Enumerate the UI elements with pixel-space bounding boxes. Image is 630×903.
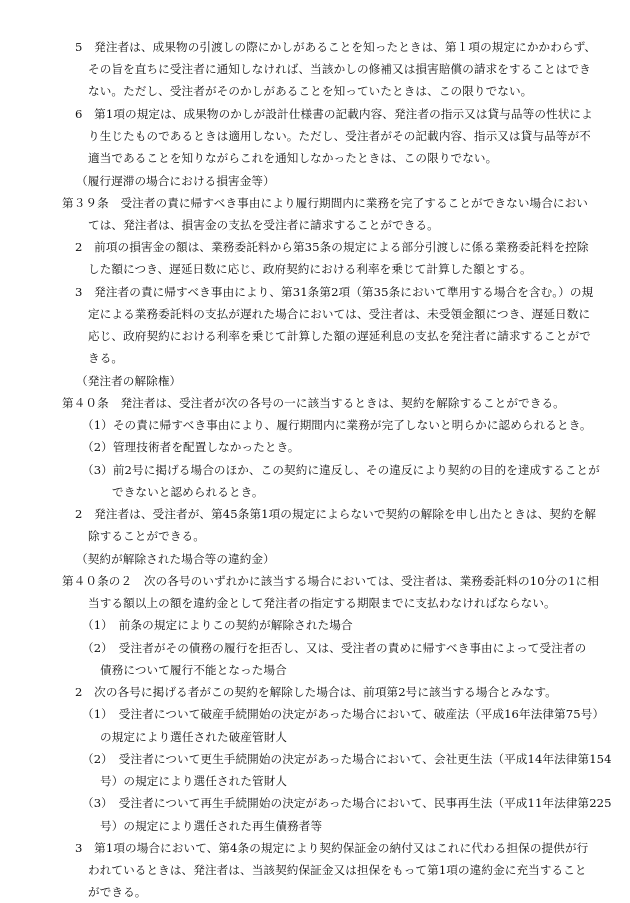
article-39-line-2: ては、発注者は、損害金の支払を受注者に請求することができる。 [88,218,439,232]
article-40-item-3-line-2: できないと認められるとき。 [112,485,264,499]
article-40-2-para-2-item-3-line-1: （3） 受注者について再生手続開始の決定があった場合において、民事再生法（平成11年法律第225 [82,796,612,810]
article-39-para-3-line-2: 定による業務委託料の支払が遅れた場合においては、受注者は、未受領金額につき、遅延日数に [88,307,591,321]
article-39-para-2-line-2: した額につき、遅延日数に応じ、政府契約における利率を乗じて計算した額とする。 [88,262,532,276]
article-40-2-para-2-item-3-line-2: 号）の規定により選任された再生債務者等 [100,819,323,833]
article-40-2-heading: （契約が解除された場合等の違約金） [76,552,275,566]
clause-5-line-2: その旨を直ちに受注者に通知しなければ、当該かしの修補又は損害賠償の請求をすることはでき [88,62,591,76]
clause-6-line-3: 適当であることを知りながらこれを通知しなかったときは、この限りでない。 [88,151,498,165]
clause-6-line-2: り生じたものであるときは適用しない。ただし、受注者がその記載内容、指示又は貸与品等が不 [88,129,591,143]
article-39-para-3-line-4: きる。 [88,351,124,365]
article-40-item-1: （1）その責に帰すべき事由により、履行期間内に業務が完了しないと明らかに認められるとき。 [82,418,592,432]
article-40-item-2: （2）管理技術者を配置しなかったとき。 [82,440,300,454]
clause-5-line-3: ない。ただし、受注者がそのかしがあることを知っていたときは、この限りでない。 [88,84,533,98]
article-40-2-para-2-item-1-line-2: の規定により選任された破産管財人 [100,730,288,744]
article-40-heading: （発注者の解除権） [76,374,182,388]
clause-6-line-1: 6 第1項の規定は、成果物のかしが設計仕様書の記載内容、発注者の指示又は貸与品等の性状によ [75,107,593,121]
article-40-2-para-3-line-2: われているときは、発注者は、当該契約保証金又は担保をもって第1項の違約金に充当すること [88,863,587,877]
article-40-para-2-line-2: 除することができる。 [88,529,205,543]
article-40-2-item-2-line-1: （2） 受注者がその債務の履行を拒否し、又は、受注者の責めに帰すべき事由によって受注者の [82,641,587,655]
article-40-item-3-line-1: （3）前2号に掲げる場合のほか、この契約に違反し、その違反により契約の目的を達成することが [82,463,600,477]
article-40-2-para-2-item-2-line-2: 号）の規定により選任された管財人 [100,774,288,788]
article-40-2-line-2: 当する額以上の額を違約金として発注者の指定する期限までに支払わなければならない。 [88,596,556,610]
article-40-2-para-2-item-2-line-1: （2） 受注者について更生手続開始の決定があった場合において、会社更生法（平成14年法律第154 [82,752,612,766]
article-40-2-para-2: 2 次の各号に掲げる者がこの契約を解除した場合は、前項第2号に該当する場合とみなす。 [75,685,557,699]
article-40-2-item-1: （1） 前条の規定によりこの契約が解除された場合 [82,618,353,632]
article-39-para-3-line-1: 3 発注者の責に帰すべき事由により、第31条第2項（第35条において準用する場合を含む。）の規 [75,285,594,299]
article-39-heading: （履行遅滞の場合における損害金等） [76,174,275,188]
article-40-2-para-2-item-1-line-1: （1） 受注者について破産手続開始の決定があった場合において、破産法（平成16年法律第75号） [82,707,605,721]
article-39-para-3-line-3: 応じ、政府契約における利率を乗じて計算した額の遅延利息の支払を発注者に請求することがで [88,329,591,343]
article-40-2-line-1: 第４０条の２ 次の各号のいずれかに該当する場合においては、受注者は、業務委託料の10分の1に相 [62,574,599,588]
article-40-2-item-2-line-2: 債務について履行不能となった場合 [100,663,287,677]
article-39-line-1: 第３９条 受注者の責に帰すべき事由により履行期間内に業務を完了することができない場合におい [62,196,588,210]
article-39-para-2-line-1: 2 前項の損害金の額は、業務委託料から第35条の規定による部分引渡しに係る業務委託料を控除 [75,240,589,254]
article-40-line-1: 第４０条 発注者は、受注者が次の各号の一に該当するときは、契約を解除することができる。 [62,396,565,410]
clause-5-line-1: 5 発注者は、成果物の引渡しの際にかしがあることを知ったときは、第１項の規定にかかわらず、 [75,40,597,54]
article-40-2-para-3-line-3: ができる。 [88,885,147,899]
article-40-2-para-3-line-1: 3 第1項の場合において、第4条の規定により契約保証金の納付又はこれに代わる担保の提供が行 [75,841,589,855]
article-40-para-2-line-1: 2 発注者は、受注者が、第45条第1項の規定によらないで契約の解除を申し出たときは、契約を解 [75,507,597,521]
